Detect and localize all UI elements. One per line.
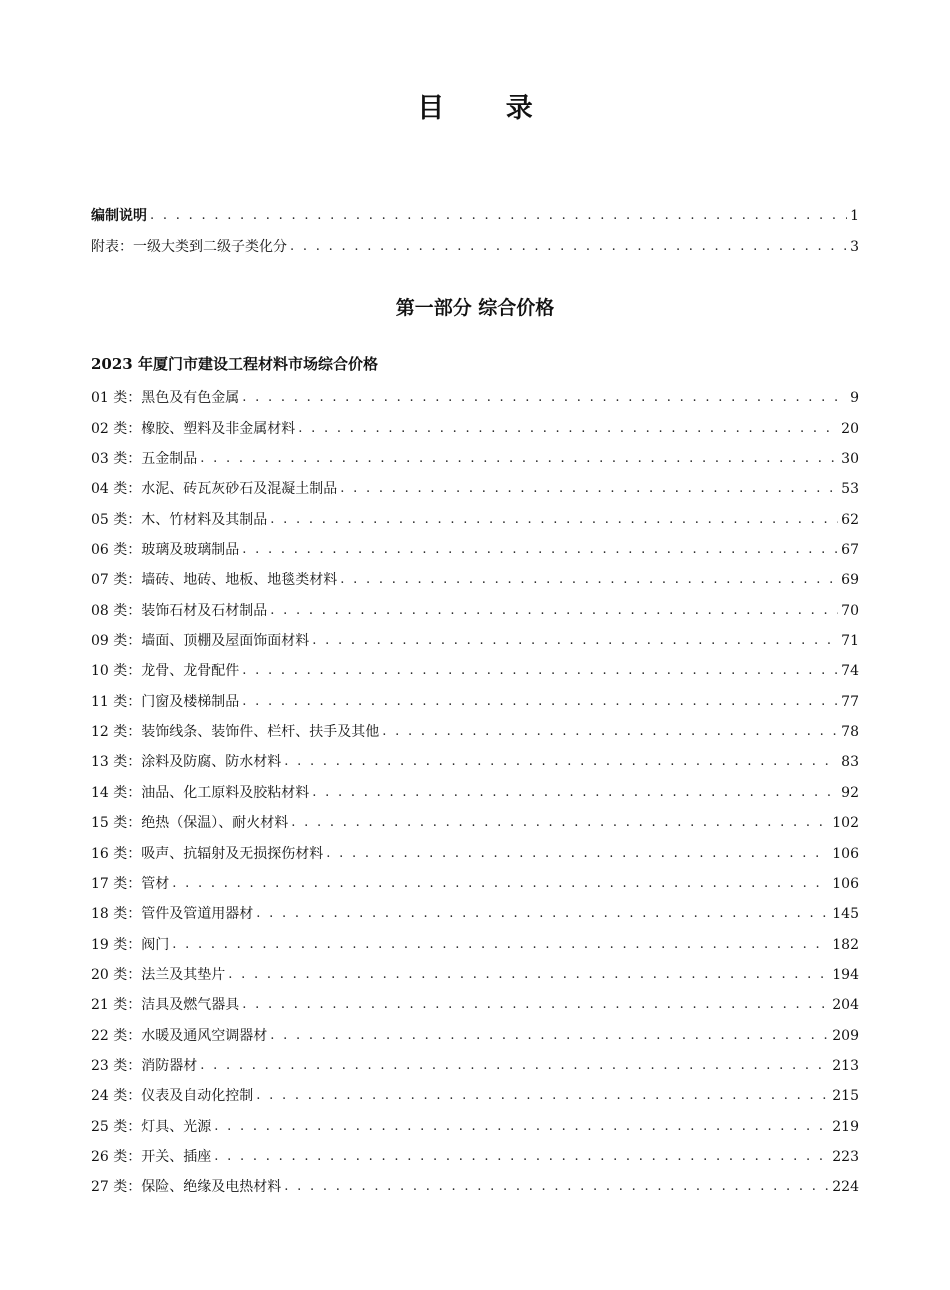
toc-entry-label: 14 类：油品、化工原料及胶粘材料: [91, 784, 310, 801]
toc-entry[interactable]: [91, 196, 859, 226]
toc-entry-label: 21 类：洁具及燃气器具: [91, 997, 240, 1014]
toc-entry-page-number: 77: [841, 693, 859, 710]
toc-entry[interactable]: [91, 1167, 859, 1197]
section-heading: 2023 年厦门市建设工程材料市场综合价格: [91, 355, 378, 373]
dot-leader: [214, 1147, 829, 1167]
toc-entry[interactable]: [91, 530, 859, 560]
toc-entry-page-number: 20: [841, 420, 859, 437]
dot-leader: [172, 935, 829, 955]
dot-leader: [326, 844, 829, 864]
dot-leader: [290, 237, 847, 257]
dot-leader: [172, 874, 829, 894]
toc-entry-page-number: 145: [832, 906, 859, 923]
toc-entry-page-number: 194: [832, 966, 859, 983]
toc-entry-page-number: 219: [832, 1118, 859, 1135]
toc-entry-page-number: 83: [841, 754, 859, 771]
toc-entry[interactable]: [91, 1046, 859, 1076]
toc-entry[interactable]: [91, 226, 859, 256]
toc-entry-label: 01 类：黑色及有色金属: [91, 390, 240, 407]
page-title: 目 录: [417, 93, 559, 124]
dot-leader: [340, 479, 838, 499]
dot-leader: [284, 752, 838, 772]
toc-entry-page-number: 213: [832, 1057, 859, 1074]
toc-entry-page-number: 78: [841, 724, 859, 741]
toc-entry-label: 23 类：消防器材: [91, 1057, 198, 1074]
toc-entry-label: 16 类：吸声、抗辐射及无损探伤材料: [91, 845, 324, 862]
toc-entry-label: 03 类：五金制品: [91, 451, 198, 468]
dot-leader: [242, 692, 838, 712]
toc-entry[interactable]: [91, 651, 859, 681]
toc-entry[interactable]: [91, 712, 859, 742]
dot-leader: [150, 206, 847, 226]
dot-leader: [242, 540, 838, 560]
toc-entry-label: 08 类：装饰石材及石材制品: [91, 602, 268, 619]
toc-entry-page-number: 106: [832, 875, 859, 892]
toc-entry-page-number: 224: [832, 1179, 859, 1196]
toc-entry-page-number: 9: [850, 390, 859, 407]
toc-entry-label: 22 类：水暖及通风空调器材: [91, 1027, 268, 1044]
toc-entry[interactable]: [91, 621, 859, 651]
dot-leader: [340, 570, 838, 590]
toc-entry-page-number: 70: [841, 602, 859, 619]
toc-entry[interactable]: [91, 439, 859, 469]
toc-entry[interactable]: [91, 1015, 859, 1045]
toc-entry[interactable]: [91, 955, 859, 985]
toc-entry-label: 编制说明: [91, 208, 147, 225]
dot-leader: [242, 995, 829, 1015]
dot-leader: [312, 783, 838, 803]
dot-leader: [214, 1117, 829, 1137]
toc-entry-label: 10 类：龙骨、龙骨配件: [91, 663, 240, 680]
dot-leader: [256, 1086, 829, 1106]
toc-entry[interactable]: [91, 1106, 859, 1136]
toc-entry-label: 26 类：开关、插座: [91, 1148, 212, 1165]
front-matter-toc: [91, 196, 859, 257]
toc-entry-label: 07 类：墙砖、地砖、地板、地毯类材料: [91, 572, 338, 589]
toc-entry-label: 13 类：涂料及防腐、防水材料: [91, 754, 282, 771]
toc-entry-label: 06 类：玻璃及玻璃制品: [91, 542, 240, 559]
toc-entry[interactable]: [91, 864, 859, 894]
toc-entry[interactable]: [91, 1137, 859, 1167]
toc-entry-page-number: 53: [841, 481, 859, 498]
toc-entry-page-number: 182: [832, 936, 859, 953]
toc-entry[interactable]: [91, 803, 859, 833]
toc-entry-label: 20 类：法兰及其垫片: [91, 966, 226, 983]
toc-entry[interactable]: [91, 560, 859, 590]
toc-entry-label: 05 类：木、竹材料及其制品: [91, 511, 268, 528]
dot-leader: [312, 631, 838, 651]
toc-entry-page-number: 69: [841, 572, 859, 589]
toc-entry-label: 02 类：橡胶、塑料及非金属材料: [91, 420, 296, 437]
toc-entry-label: 25 类：灯具、光源: [91, 1118, 212, 1135]
dot-leader: [256, 904, 829, 924]
toc-entry-label: 27 类：保险、绝缘及电热材料: [91, 1179, 282, 1196]
dot-leader: [284, 1177, 829, 1197]
toc-entry[interactable]: [91, 742, 859, 772]
dot-leader: [382, 722, 838, 742]
toc-entry-page-number: 102: [832, 815, 859, 832]
toc-entry-label: 09 类：墙面、顶棚及屋面饰面材料: [91, 633, 310, 650]
toc-entry[interactable]: [91, 499, 859, 529]
toc-entry-label: 04 类：水泥、砖瓦灰砂石及混凝土制品: [91, 481, 338, 498]
dot-leader: [228, 965, 829, 985]
toc-entry-page-number: 209: [832, 1027, 859, 1044]
toc-entry-page-number: 1: [850, 208, 859, 225]
toc-entry-page-number: 215: [832, 1088, 859, 1105]
toc-entry[interactable]: [91, 469, 859, 499]
dot-leader: [291, 813, 829, 833]
toc-entry-page-number: 62: [841, 511, 859, 528]
toc-entry[interactable]: [91, 985, 859, 1015]
dot-leader: [270, 601, 838, 621]
toc-entry[interactable]: [91, 924, 859, 954]
toc-entry-page-number: 223: [832, 1148, 859, 1165]
toc-entry-label: 12 类：装饰线条、装饰件、栏杆、扶手及其他: [91, 724, 380, 741]
toc-entry[interactable]: [91, 408, 859, 438]
toc-entry-label: 18 类：管件及管道用器材: [91, 906, 254, 923]
toc-entry-page-number: 74: [841, 663, 859, 680]
toc-entry[interactable]: [91, 772, 859, 802]
toc-entry-label: 11 类：门窗及楼梯制品: [91, 693, 240, 710]
dot-leader: [298, 419, 838, 439]
toc-entry-page-number: 92: [841, 784, 859, 801]
toc-entry-page-number: 67: [841, 542, 859, 559]
toc-entry[interactable]: [91, 681, 859, 711]
toc-entry-page-number: 106: [832, 845, 859, 862]
toc-entry-page-number: 204: [832, 997, 859, 1014]
dot-leader: [200, 449, 838, 469]
toc-entry[interactable]: [91, 894, 859, 924]
dot-leader: [242, 388, 847, 408]
toc-entry-label: 19 类：阀门: [91, 936, 170, 953]
toc-entry-page-number: 71: [841, 633, 859, 650]
toc-entry[interactable]: [91, 833, 859, 863]
category-toc: [91, 378, 859, 1197]
toc-entry[interactable]: [91, 378, 859, 408]
part-heading: 第一部分 综合价格: [395, 297, 555, 319]
toc-entry[interactable]: [91, 1076, 859, 1106]
dot-leader: [242, 661, 838, 681]
dot-leader: [270, 1026, 829, 1046]
dot-leader: [270, 510, 838, 530]
dot-leader: [200, 1056, 829, 1076]
toc-entry-page-number: 3: [850, 238, 859, 255]
toc-entry-label: 15 类：绝热（保温）、耐火材料: [91, 815, 289, 832]
toc-entry-label: 24 类：仪表及自动化控制: [91, 1088, 254, 1105]
toc-entry-label: 17 类：管材: [91, 875, 170, 892]
toc-entry-page-number: 30: [841, 451, 859, 468]
toc-entry-label: 附表：一级大类到二级子类化分: [91, 238, 287, 255]
toc-entry[interactable]: [91, 590, 859, 620]
